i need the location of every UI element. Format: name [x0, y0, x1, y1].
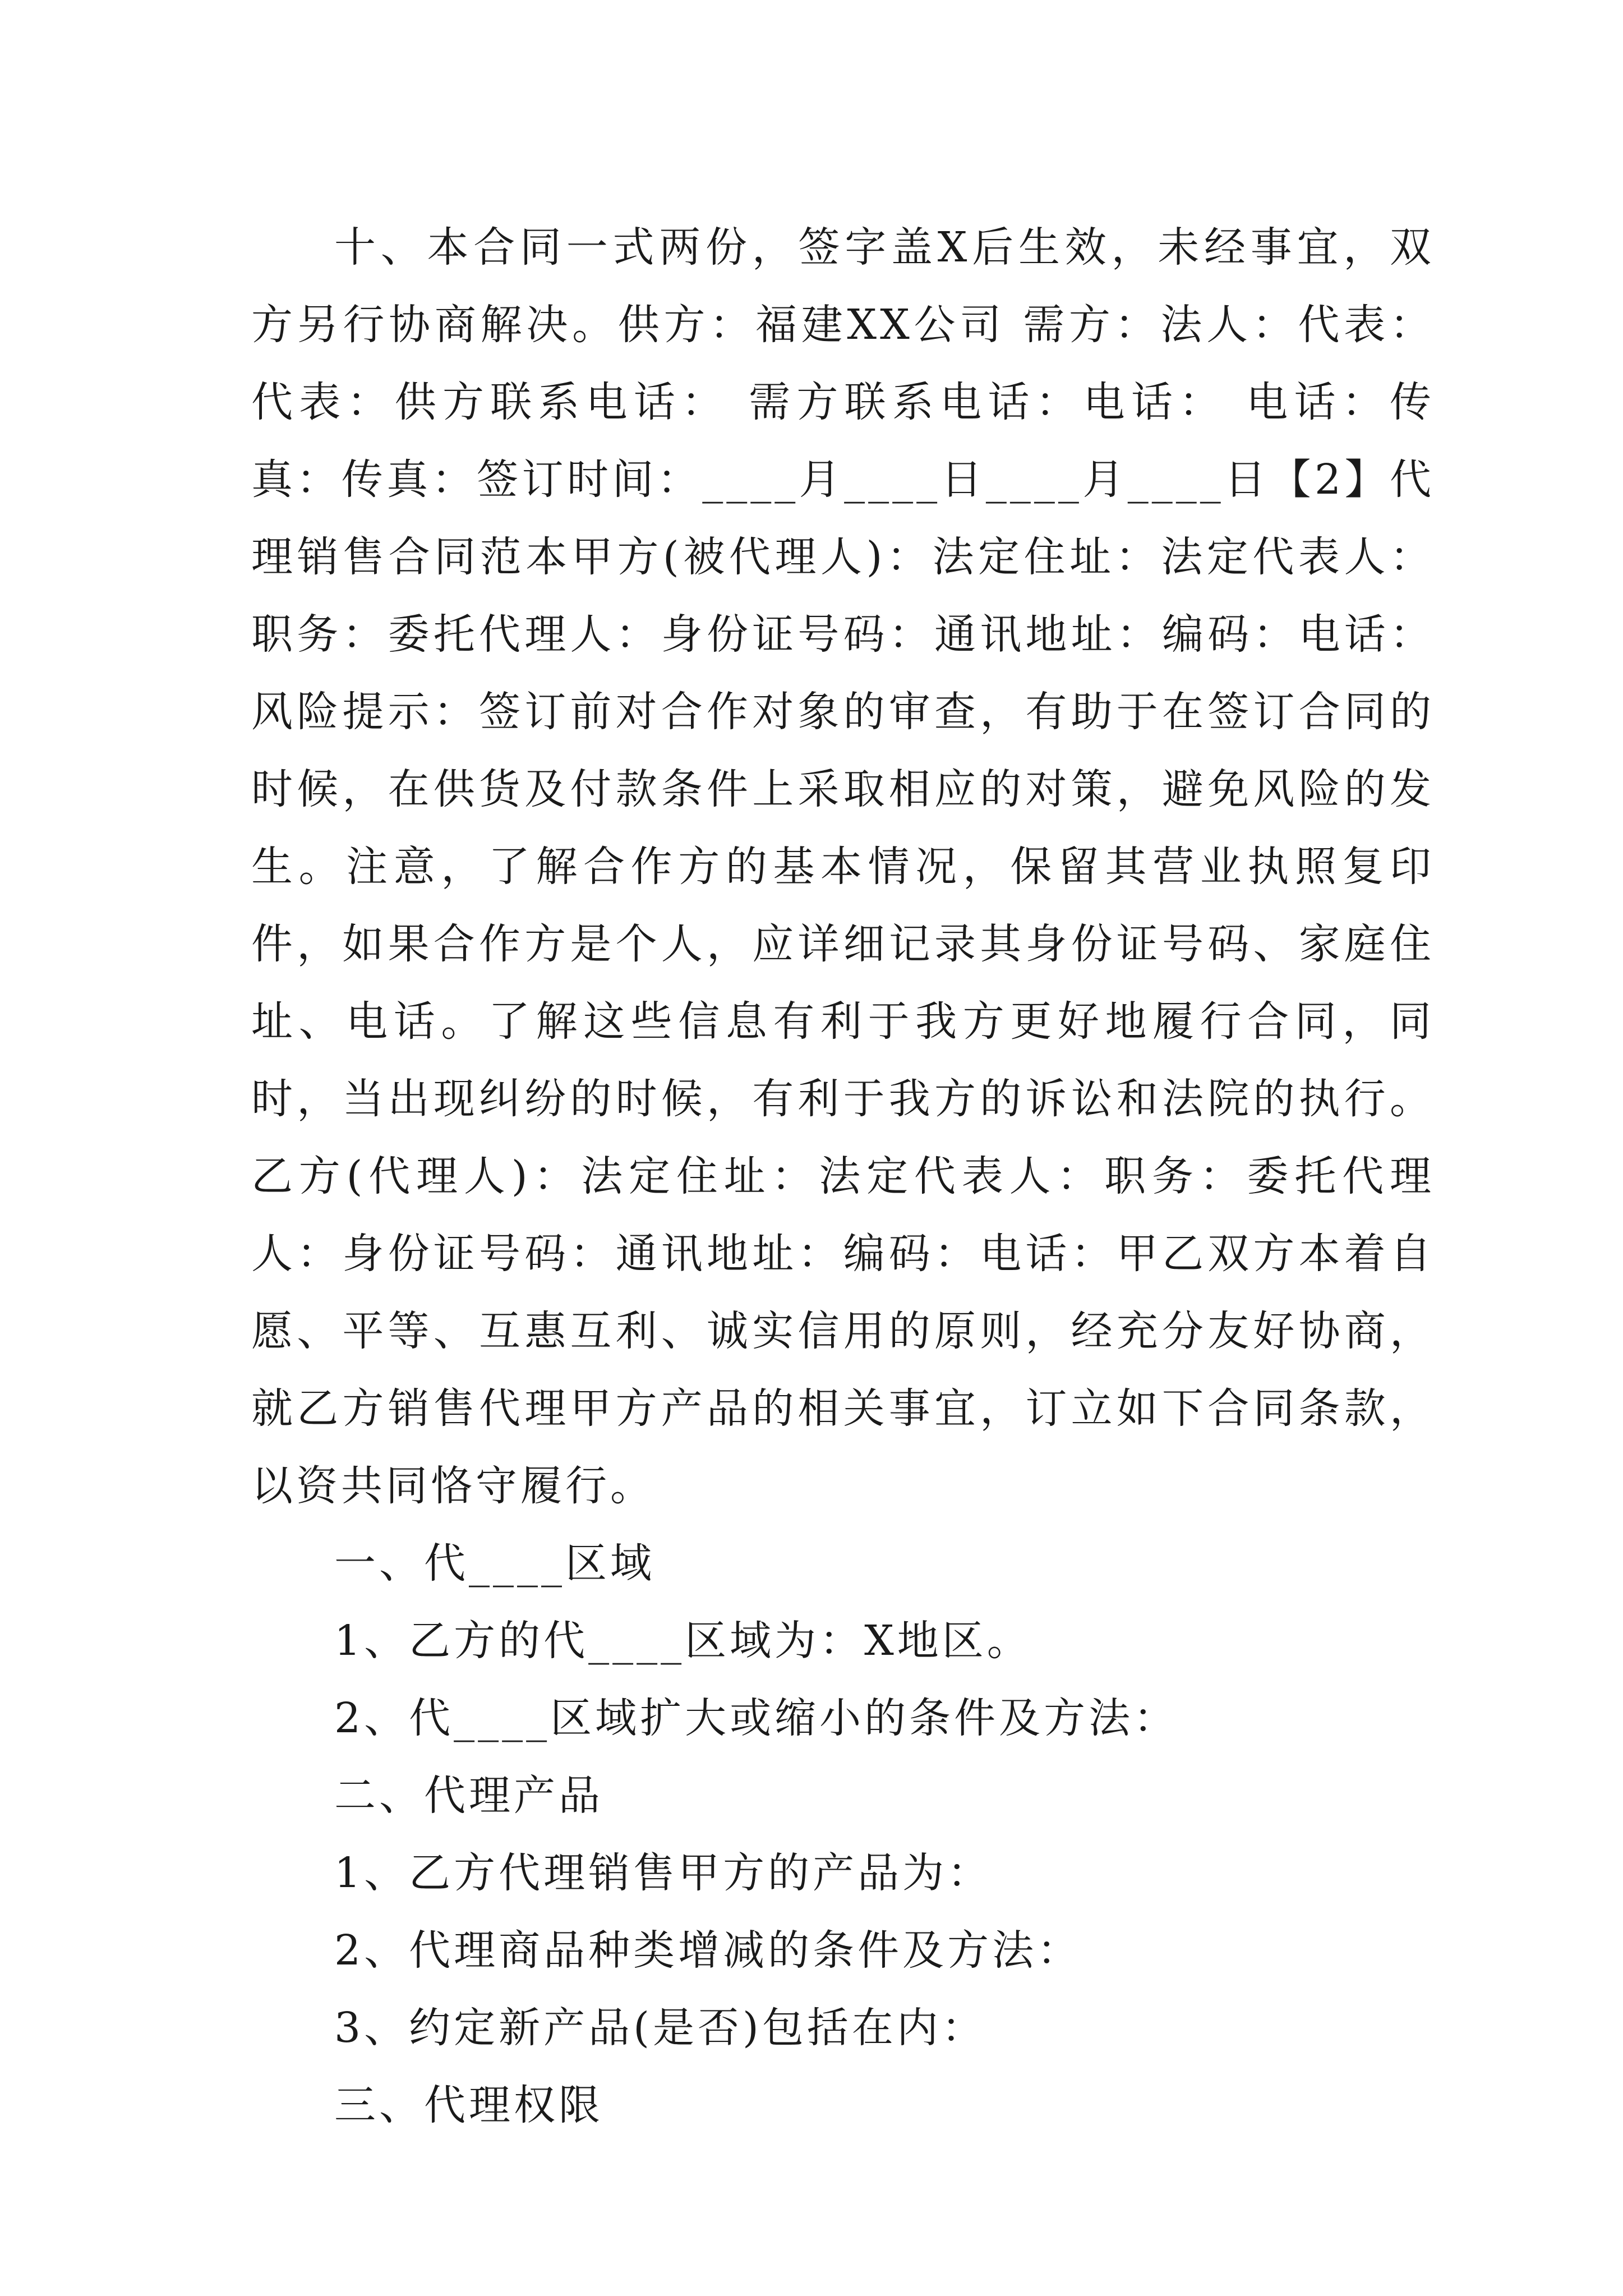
clause-new-products: 3、约定新产品(是否)包括在内：: [334, 2004, 986, 2052]
contract-text: [251, 209, 1435, 2144]
section-heading-products: 二、代理产品: [334, 1772, 603, 1820]
clause-area-change: 2、代____区域扩大或缩小的条件及方法：: [334, 1694, 1179, 1742]
section-heading-authority: 三、代理权限: [334, 2081, 603, 2129]
clause-products: 1、乙方代理销售甲方的产品为：: [334, 1849, 993, 1897]
section-heading-agency-area: 一、代____区域: [334, 1539, 655, 1588]
contract-paragraph-main: 十、本合同一式两份，签字盖X后生效，未经事宜，双方另行协商解决。供方：福建XX公司 需方：法人：代表：代表：供方联系电话： 需方联系电话：电话： 电话：传真：传真：签订时间：____月____日____月____日【2】代理销售合同范本甲方(被代理人)：法定住址：法定代表人：职务：委托代理人：身份证号码：通讯地址：编码：电话：风险提示：签订前对合作对象的审查，有助于在签订合同的时候，在供货及付款条件上采取相应的对策，避免风险的发生。注意，了解合作方的基本情况，保留其营业执照复印件，如果合作方是个人，应详细记录其身份证号码、家庭住址、电话。了解这些信息有利于我方更好地履行合同，同时，当出现纠纷的时候，有利于我方的诉讼和法院的执行。乙方(代理人)：法定住址：法定代表人：职务：委托代理人：身份证号码：通讯地址：编码：电话：甲乙双方本着自愿、平等、互惠互利、诚实信用的原则，经充分友好协商，就乙方销售代理甲方产品的相关事宜，订立如下合同条款，以资共同恪守履行。: [251, 223, 1435, 1510]
clause-product-change: 2、代理商品种类增减的条件及方法：: [334, 1926, 1082, 1975]
clause-agency-area: 1、乙方的代____区域为：X地区。: [334, 1617, 1032, 1665]
